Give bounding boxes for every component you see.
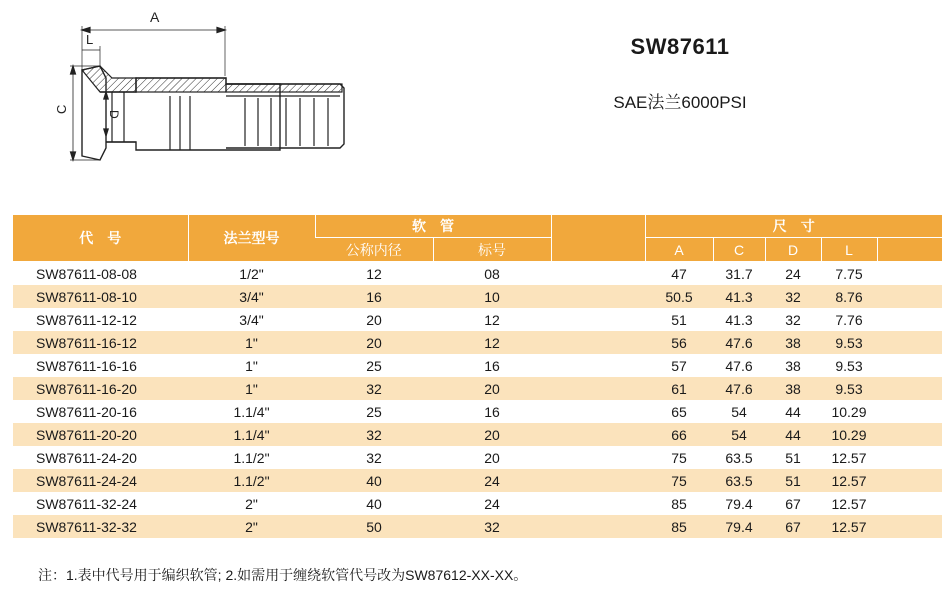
cell-a: 51	[671, 311, 687, 328]
cell-d: 38	[785, 357, 801, 374]
cell-id: 32	[315, 423, 433, 446]
cell-end	[877, 446, 942, 469]
cell-mark: 12	[433, 331, 551, 354]
cell-l: 12.57	[831, 449, 867, 466]
table-row	[13, 331, 942, 354]
cell-d: 32	[765, 285, 821, 308]
cell-spacer	[551, 400, 645, 423]
cell-c: 79.4	[713, 515, 765, 538]
cell-id: 50	[315, 515, 433, 538]
cell-code: SW87611-24-20	[36, 449, 137, 466]
table-row	[13, 377, 942, 400]
cell-flange: 1.1/2"	[188, 469, 315, 492]
cell-spacer	[551, 262, 645, 286]
cell-l: 9.53	[821, 377, 877, 400]
cell-a: 47	[671, 265, 687, 282]
table-row	[13, 285, 942, 308]
cell-c: 63.5	[713, 469, 765, 492]
cell-a: 85	[671, 495, 687, 512]
cell-code: SW87611-16-20	[13, 377, 188, 400]
cell-id: 25	[366, 357, 382, 374]
cell-l: 7.75	[835, 265, 863, 282]
cell-d: 44	[785, 403, 801, 420]
cell-id: 20	[366, 311, 382, 328]
cell-id: 20	[315, 331, 433, 354]
cell-end	[877, 515, 942, 538]
cell-spacer	[551, 446, 645, 469]
cell-code: SW87611-20-16	[36, 403, 137, 420]
cell-l: 12.57	[831, 495, 867, 512]
cell-id: 32	[366, 449, 382, 466]
cell-flange: 1.1/4"	[188, 423, 315, 446]
cell-flange: 1.1/2"	[233, 449, 270, 466]
cell-c: 54	[713, 423, 765, 446]
cell-flange: 1/2"	[239, 265, 264, 282]
cell-flange: 3/4"	[239, 311, 264, 328]
dim-label-c: C	[54, 104, 69, 114]
cell-mark: 16	[484, 357, 500, 374]
cell-mark: 24	[433, 469, 551, 492]
cell-flange: 1.1/4"	[233, 403, 270, 420]
cell-a: 75	[645, 469, 713, 492]
cell-l: 12.57	[821, 515, 877, 538]
cell-flange: 1"	[245, 357, 258, 374]
cell-mark: 08	[484, 265, 500, 282]
table-row	[13, 492, 942, 515]
header-flange: 法兰型号	[188, 215, 315, 262]
cell-flange: 2"	[188, 515, 315, 538]
cell-d: 67	[765, 515, 821, 538]
cell-mark: 16	[484, 403, 500, 420]
header-code: 代 号	[13, 215, 188, 262]
cell-id: 40	[366, 495, 382, 512]
cell-code: SW87611-32-24	[36, 495, 137, 512]
cell-a: 66	[645, 423, 713, 446]
cell-end	[877, 400, 942, 423]
header-l: L	[821, 238, 877, 262]
cell-mark: 12	[484, 311, 500, 328]
table-row	[13, 423, 942, 446]
cell-code: SW87611-08-10	[13, 285, 188, 308]
cell-id: 12	[366, 265, 382, 282]
cell-c: 47.6	[713, 377, 765, 400]
cell-d: 44	[765, 423, 821, 446]
cell-a: 57	[671, 357, 687, 374]
table-row	[13, 308, 942, 331]
cell-spacer	[551, 492, 645, 515]
table-row	[13, 446, 942, 469]
cell-c: 41.3	[725, 311, 753, 328]
cell-d: 24	[785, 265, 801, 282]
cell-mark: 20	[484, 449, 500, 466]
cell-end	[877, 262, 942, 286]
cell-l: 7.76	[835, 311, 863, 328]
footnote: 注：1.表中代号用于编织软管; 2.如需用于缠绕软管代号改为SW87612-XX-XX。	[38, 567, 528, 583]
cell-l: 8.76	[821, 285, 877, 308]
table-row	[13, 515, 942, 538]
cell-code: SW87611-12-12	[36, 311, 137, 328]
cell-spacer	[551, 515, 645, 538]
cell-a: 56	[645, 331, 713, 354]
table-row	[13, 469, 942, 492]
cell-id: 40	[315, 469, 433, 492]
header-c: C	[713, 238, 765, 262]
cell-a: 61	[645, 377, 713, 400]
cell-code: SW87611-24-24	[13, 469, 188, 492]
cell-spacer	[551, 285, 645, 308]
cell-mark: 10	[433, 285, 551, 308]
cell-c: 31.7	[725, 265, 753, 282]
table-row	[13, 354, 942, 377]
header-a: A	[645, 238, 713, 262]
header-size: 尺 寸	[645, 215, 942, 238]
cell-code: SW87611-08-08	[36, 265, 137, 282]
cell-l: 9.53	[821, 331, 877, 354]
cell-end	[877, 285, 942, 308]
cell-a: 50.5	[645, 285, 713, 308]
cell-end	[877, 354, 942, 377]
header-d: D	[765, 238, 821, 262]
header-hose: 软 管	[315, 215, 551, 238]
cell-mark: 20	[433, 423, 551, 446]
header-hose-mark: 标号	[433, 238, 551, 262]
cell-c: 54	[731, 403, 747, 420]
cell-d: 32	[785, 311, 801, 328]
cell-l: 10.29	[821, 423, 877, 446]
cell-d: 38	[765, 377, 821, 400]
cell-d: 38	[765, 331, 821, 354]
cell-c: 63.5	[725, 449, 753, 466]
cell-a: 65	[671, 403, 687, 420]
cell-id: 16	[315, 285, 433, 308]
cell-end	[877, 423, 942, 446]
cell-c: 79.4	[725, 495, 753, 512]
cell-code: SW87611-32-32	[13, 515, 188, 538]
cell-end	[877, 308, 942, 331]
cell-id: 32	[315, 377, 433, 400]
header-end-spacer	[877, 238, 942, 262]
cell-code: SW87611-16-16	[36, 357, 137, 374]
table-row	[13, 400, 942, 423]
spec-table	[13, 215, 942, 538]
header-spacer	[551, 215, 645, 262]
cell-spacer	[551, 308, 645, 331]
cell-flange: 3/4"	[188, 285, 315, 308]
cell-spacer	[551, 377, 645, 400]
cell-end	[877, 492, 942, 515]
cell-a: 85	[645, 515, 713, 538]
cell-flange: 1"	[188, 331, 315, 354]
product-subtitle: SAE法兰6000PSI	[613, 93, 747, 112]
cell-d: 51	[765, 469, 821, 492]
cell-end	[877, 377, 942, 400]
cell-flange: 2"	[245, 495, 258, 512]
cell-code: SW87611-20-20	[13, 423, 188, 446]
cell-c: 47.6	[713, 331, 765, 354]
cell-id: 25	[366, 403, 382, 420]
cell-mark: 32	[433, 515, 551, 538]
dim-label-a: A	[150, 9, 160, 25]
cell-c: 47.6	[725, 357, 753, 374]
cell-d: 67	[785, 495, 801, 512]
cell-mark: 24	[484, 495, 500, 512]
dim-label-d: D	[107, 110, 121, 119]
cell-spacer	[551, 423, 645, 446]
cell-flange: 1"	[188, 377, 315, 400]
cell-a: 75	[671, 449, 687, 466]
cell-spacer	[551, 469, 645, 492]
dim-label-l: L	[86, 32, 94, 47]
cell-spacer	[551, 354, 645, 377]
cell-end	[877, 331, 942, 354]
cell-l: 12.57	[821, 469, 877, 492]
cell-code: SW87611-16-12	[13, 331, 188, 354]
cell-l: 9.53	[835, 357, 863, 374]
table-row	[13, 262, 942, 286]
fitting-drawing	[40, 8, 360, 168]
cell-end	[877, 469, 942, 492]
cell-l: 10.29	[831, 403, 867, 420]
cell-c: 41.3	[713, 285, 765, 308]
cell-mark: 20	[433, 377, 551, 400]
header-hose-id: 公称内径	[315, 238, 433, 262]
product-title: SW87611	[630, 34, 730, 59]
cell-d: 51	[785, 449, 801, 466]
cell-spacer	[551, 331, 645, 354]
